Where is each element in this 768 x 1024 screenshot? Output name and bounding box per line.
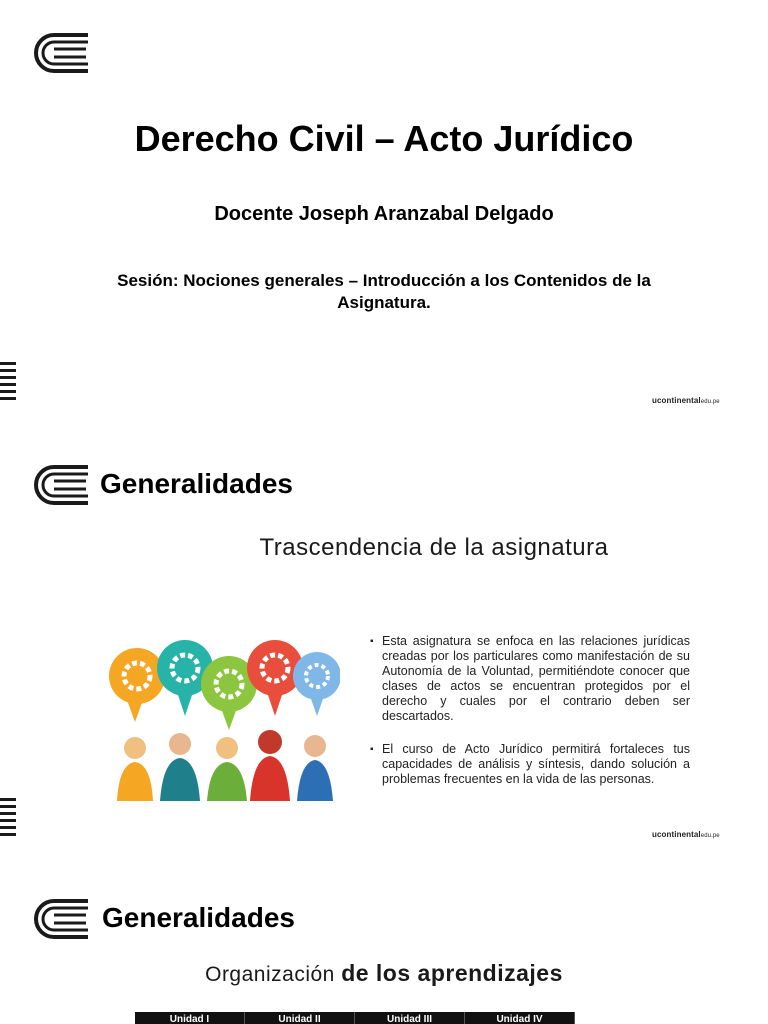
side-lines-icon	[0, 362, 18, 406]
subtitle-part2: de los aprendizajes	[341, 960, 563, 986]
section-title: Generalidades	[102, 902, 295, 933]
units-table-header	[135, 1012, 575, 1024]
slide-generalidades-2	[0, 872, 768, 1024]
teacher-name: Docente Joseph Aranzabal Delgado	[214, 203, 554, 225]
bullet-item: ▪ Esta asignatura se enfoca en las relaciones jurídicas creadas por los particulares como manifestación de su Autonomía de la Voluntad, permitiéndote conocer que clases de actos se encuentran protegidos por el derecho y cuales por el contrario deben ser descartados.	[370, 634, 690, 724]
bullet-list	[370, 634, 690, 805]
brand-footer: ucontinentaledu.pe	[652, 396, 720, 405]
slide-subtitle	[0, 960, 768, 987]
session-description: Sesión: Nociones generales – Introducción a los Contenidos de la Asignatura.	[117, 271, 651, 312]
table-header-cell: Unidad III	[355, 1012, 465, 1024]
section-title: Generalidades	[100, 468, 293, 499]
table-header-cell: Unidad IV	[465, 1012, 575, 1024]
bullet-item: ▪ El curso de Acto Jurídico permitirá fortaleces tus capacidades de análisis y síntesis, dando solución a problemas frecuentes en la vida de las personas.	[370, 742, 690, 787]
university-logo-icon	[32, 32, 90, 74]
people-gears-illustration	[105, 636, 340, 806]
brand-footer: ucontinentaledu.pe	[652, 830, 720, 839]
slide-generalidades-1	[0, 436, 768, 868]
slide-subtitle: Trascendencia de la asignatura	[259, 534, 609, 561]
university-logo-icon	[32, 898, 90, 940]
table-header-cell: Unidad I	[135, 1012, 245, 1024]
table-header-cell: Unidad II	[245, 1012, 355, 1024]
side-lines-icon	[0, 798, 18, 842]
presentation-title: Derecho Civil – Acto Jurídico	[134, 118, 634, 159]
subtitle-part1: Organización	[205, 963, 335, 986]
slide-title	[0, 0, 768, 432]
university-logo-icon	[32, 464, 90, 506]
